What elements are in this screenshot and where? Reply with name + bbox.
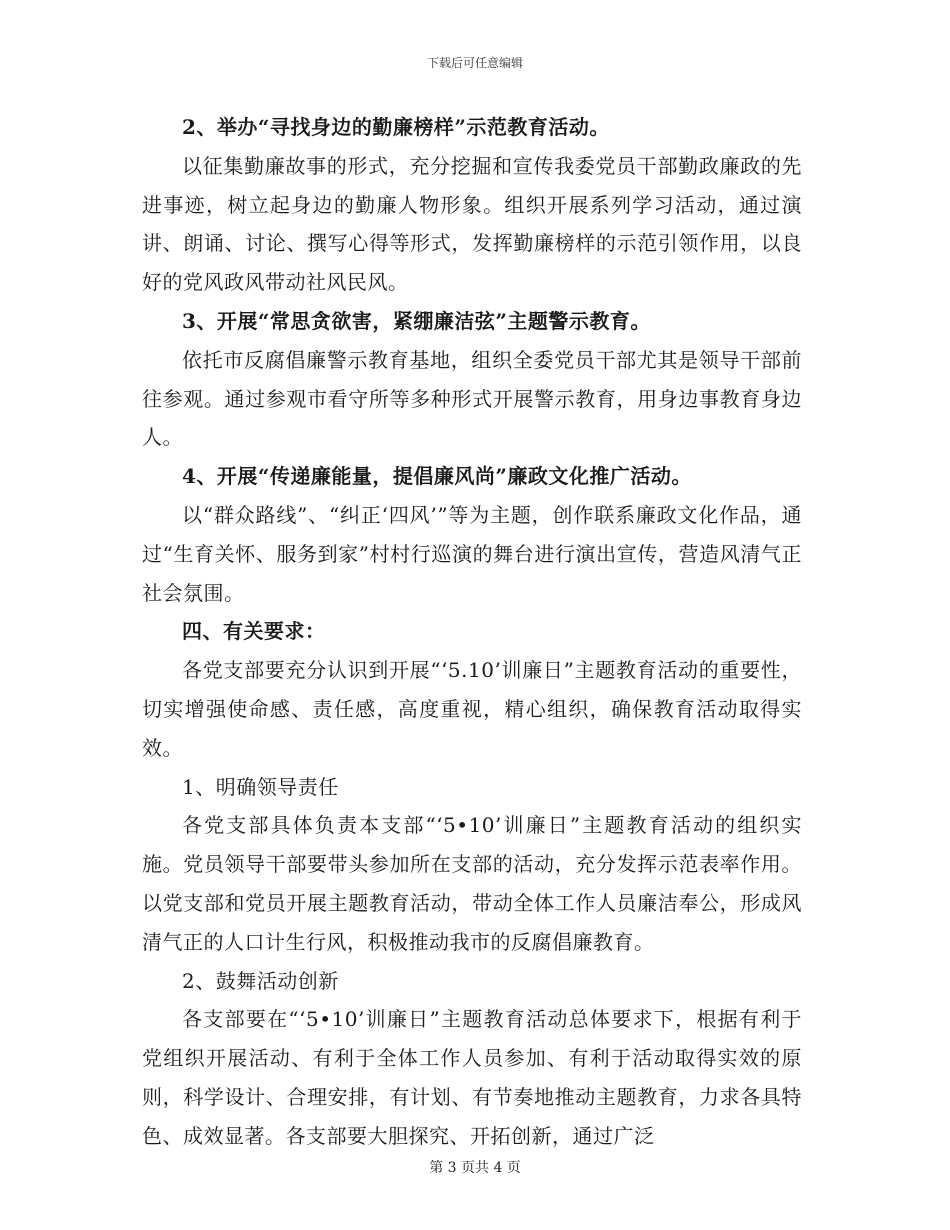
document-body (142, 108, 802, 1156)
section-item-4-body: 以“群众路线”、“纠正‘四风’”等为主题，创作联系廉政文化作品，通过“生育关怀、服务到家”村村行巡演的舞台进行演出宣传，营造风清气正社会氛围。 (142, 502, 802, 605)
section-item-2-title: 2、举办“寻找身边的勤廉榜样”示范教育活动。 (182, 115, 610, 139)
section-item-3-title: 3、开展“常思贪欲害，紧绷廉洁弦”主题警示教育。 (182, 308, 651, 333)
section-item-3-body: 依托市反腐倡廉警示教育基地，组织全委党员干部尤其是领导干部前往参观。通过参观市看守所等多种形式开展警示教育，用身边事教育身边人。 (142, 347, 802, 450)
requirement-1-body: 各党支部具体负责本支部“‘5•10’训廉日”主题教育活动的组织实施。党员领导干部要带头参加所在支部的活动，充分发挥示范表率作用。以党支部和党员开展主题教育活动，带动全体工作人员廉洁奉公，形成风清气正的人口计生行风，积极推动我市的反腐倡廉教育。 (142, 813, 802, 954)
page-number: 第 3 页共 4 页 (429, 1160, 521, 1176)
requirement-1-title: 1、明确领导责任 (182, 774, 339, 799)
requirements-intro: 各党支部要充分认识到开展“‘5.10’训廉日”主题教育活动的重要性，切实增强使命感、责任感，高度重视，精心组织，确保教育活动取得实效。 (142, 658, 802, 760)
section-heading-requirements: 四、有关要求： (182, 619, 326, 644)
requirement-2-body: 各支部要在“‘5•10’训廉日”主题教育活动总体要求下，根据有利于党组织开展活动、有利于全体工作人员参加、有利于活动取得实效的原则，科学设计、合理安排，有计划、有节奏地推动主题教育，力求各具特色、成效显著。各支部要大胆探究、开拓创新，通过广泛 (142, 1007, 802, 1148)
section-item-4-title: 4、开展“传递廉能量，提倡廉风尚”廉政文化推广活动。 (182, 464, 692, 489)
page-header-note: 下载后可任意编辑 (426, 56, 523, 70)
section-item-2-body: 以征集勤廉故事的形式，充分挖掘和宣传我委党员干部勤政廉政的先进事迹，树立起身边的勤廉人物形象。组织开展系列学习活动，通过演讲、朗诵、讨论、撰写心得等形式，发挥勤廉榜样的示范引领作用，以良好的党风政风带动社风民风。 (142, 153, 802, 295)
requirement-2-title: 2、鼓舞活动创新 (182, 968, 339, 993)
